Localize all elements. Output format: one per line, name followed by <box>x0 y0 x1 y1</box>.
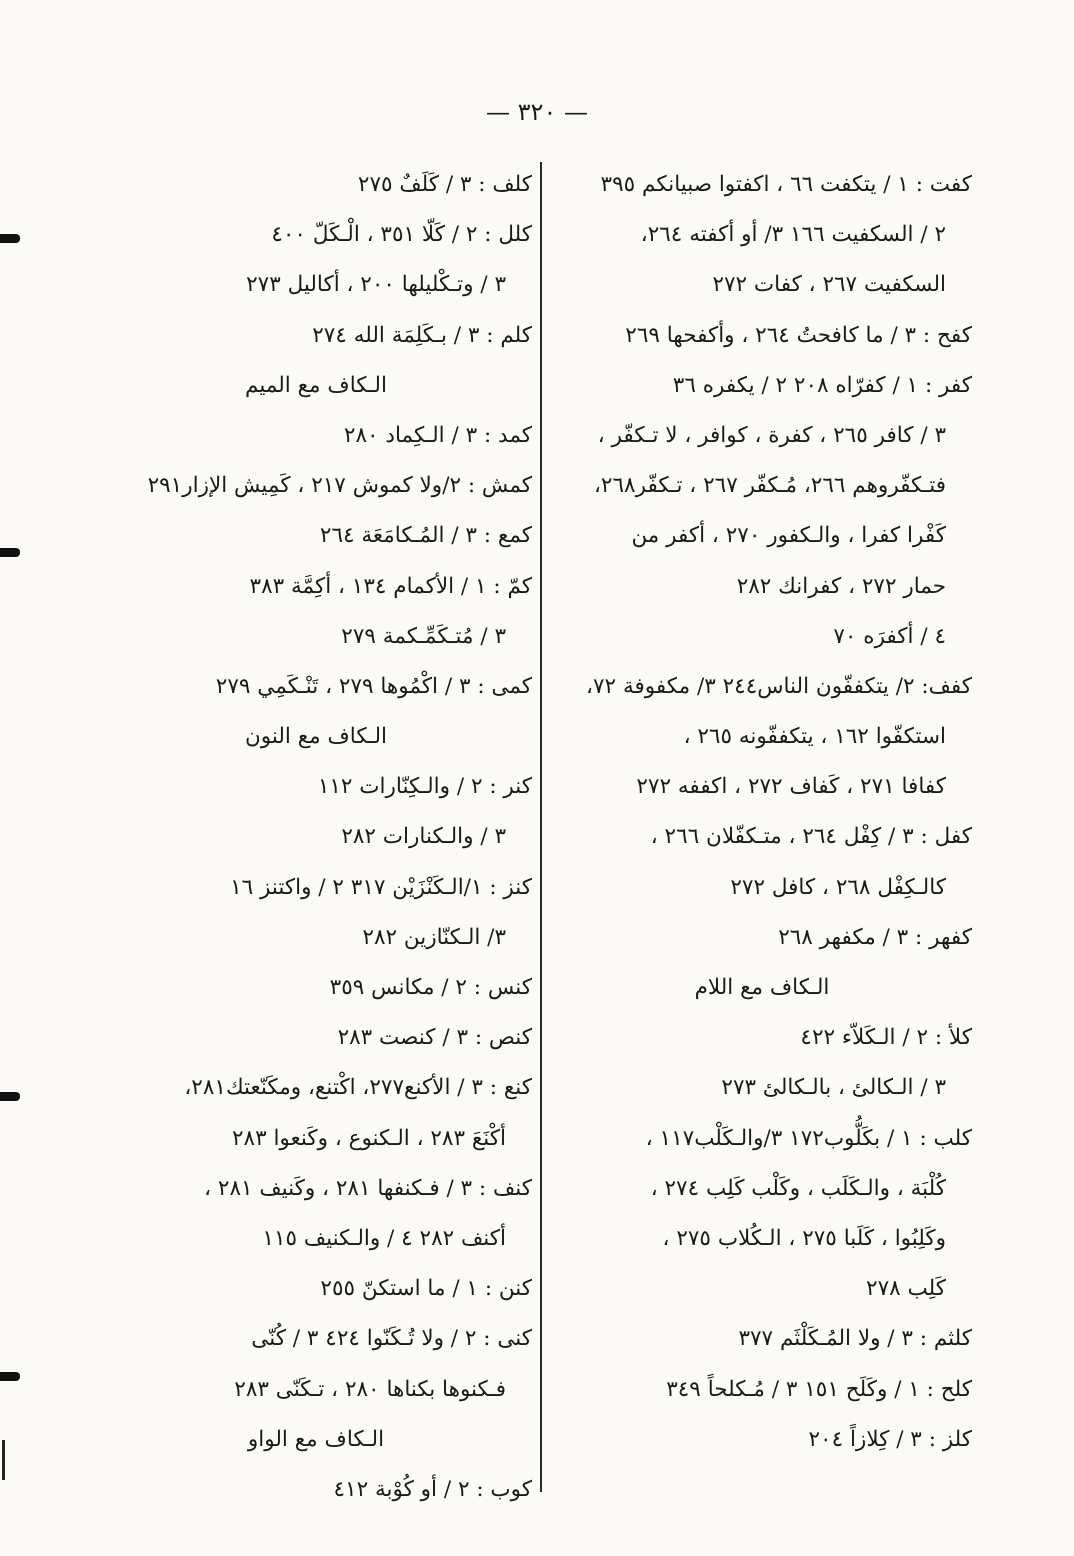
index-entry: كلم : ٣ / بـكَلِمَة الله ٢٧٤ <box>312 322 532 348</box>
index-entry: كُلْبَة ، والـكَلَب ، وكَلْب كَلِب ٢٧٤ ، <box>650 1175 946 1201</box>
index-entry: كلف : ٣ / كَلَفٌ ٢٧٥ <box>357 172 532 197</box>
section-heading: الـكاف مع النون <box>244 724 388 750</box>
index-entry: كفافا ٢٧١ ، كَفاف ٢٧٢ ، اكففه ٢٧٢ <box>636 774 946 800</box>
index-entry: كَفْرا كفرا ، والـكفور ٢٧٠ ، أكفر من <box>631 523 946 549</box>
index-entry: كنص : ٣ / كنصت ٢٨٣ <box>337 1025 532 1051</box>
section-heading: الـكاف مع الميم <box>245 372 387 398</box>
index-entry: حمار ٢٧٢ ، كفرانك ٢٨٢ <box>736 573 946 599</box>
index-entry: فتـكفّروهم ٢٦٦، مُـكفّر ٢٦٧ ، تـكفّر٢٦٨، <box>593 473 946 499</box>
index-entry: كلأ : ٢ / الـكَلاّء ٤٢٢ <box>800 1025 972 1051</box>
index-entry: كلب : ١ / بكَلُّوب١٧٢ ٣/والـكَلْب١١٧ ، <box>645 1125 972 1151</box>
index-entry: كنر : ٢ / والـكِنّارات ١١٢ <box>317 774 532 800</box>
index-entry: كالـكِفْل ٢٦٨ ، كافل ٢٧٢ <box>730 874 946 900</box>
scan-edge-mark <box>0 1092 20 1101</box>
index-entry: كنف : ٣ / فـكنفها ٢٨١ ، وكَنيف ٢٨١ ، <box>204 1175 532 1201</box>
index-entry: كَلِب ٢٧٨ <box>866 1276 946 1302</box>
index-entry: ٣/ الـكنّازين ٢٨٢ <box>362 924 506 950</box>
index-entry: ٣ / مُتـكَمِّـكمة ٢٧٩ <box>341 623 506 649</box>
index-entry: كنن : ١ / ما استكنّ ٢٥٥ <box>320 1276 532 1302</box>
index-entry: كمع : ٣ / المُـكامَعَة ٢٦٤ <box>319 523 532 549</box>
index-entry: كمى : ٣ / اكْمُوها ٢٧٩ ، تَنْـكَمِي ٢٧٩ <box>215 673 532 699</box>
index-entry: كنع : ٣ / الأكنع٢٧٧، اكْتنع، ومكَنّعتك٢٨١، <box>184 1075 532 1101</box>
index-entry: فـكنوها بكناها ٢٨٠ ، تـكَنّى ٢٨٣ <box>234 1376 506 1402</box>
index-entry: أكنف ٢٨٢ ٤ / والـكنيف ١١٥ <box>262 1225 506 1251</box>
index-entry: كنس : ٢ / مكانس ٣٥٩ <box>329 975 532 1000</box>
index-entry: أكْنَعَ ٢٨٣ ، الـكنوع ، وكَنعوا ٢٨٣ <box>231 1125 506 1151</box>
index-entry: وكَلِبُوا ، كَلَبا ٢٧٥ ، الـكُلاب ٢٧٥ ، <box>662 1225 946 1251</box>
index-entry: كفل : ٣ / كِفْل ٢٦٤ ، متـكفّلان ٢٦٦ ، <box>650 824 972 850</box>
index-entry: كلز : ٣ / كِلازاً ٢٠٤ <box>808 1426 972 1452</box>
scan-edge-mark <box>2 1440 5 1480</box>
index-entry: كلثم : ٣ / ولا المُـكَلْثَم ٣٧٧ <box>738 1326 972 1352</box>
index-entry: ٣ / الـكالئ ، بالـكالئ ٢٧٣ <box>721 1075 946 1101</box>
index-entry: ٢ / السكفيت ١٦٦ ٣/ أو أكفته ٢٦٤، <box>640 222 946 248</box>
index-entry: ٣ / والـكنارات ٢٨٢ <box>341 824 506 850</box>
index-entry: كنى : ٢ / ولا تُـكَنّوا ٤٢٤ ٣ / كُنّى <box>251 1326 532 1352</box>
index-entry: ٣ / وتـكْليلها ٢٠٠ ، أكاليل ٢٧٣ <box>246 272 506 298</box>
index-entry: كمّ : ١ / الأكمام ١٣٤ ، أكِمَّة ٣٨٣ <box>249 573 532 599</box>
index-entry: كمش : ٢/ولا كموش ٢١٧ ، كَمِيش الإزار٢٩١ <box>147 473 532 499</box>
index-entry: كلح : ١ / وكَلَح ١٥١ ٣ / مُـكلحاً ٣٤٩ <box>666 1376 972 1402</box>
index-entry: كفهر : ٣ / مكفهر ٢٦٨ <box>778 924 972 950</box>
scan-edge-mark <box>0 1372 20 1381</box>
index-entry: كفف: ٢/ يتكففّون الناس٢٤٤ ٣/ مكفوفة ٧٢، <box>586 673 972 699</box>
index-entry: السكفيت ٢٦٧ ، كفات ٢٧٢ <box>712 272 946 298</box>
index-entry: كوب : ٢ / أو كُوْبة ٤١٢ <box>333 1476 532 1502</box>
index-entry: كفر : ١ / كفرّاه ٢٠٨ ٢ / يكفره ٣٦ <box>672 372 972 398</box>
scan-edge-mark <box>0 548 20 557</box>
section-heading: الـكاف مع اللام <box>694 975 830 1000</box>
index-entry: كلل : ٢ / كَلّا ٣٥١ ، الْـكَلّ ٤٠٠ <box>271 222 532 248</box>
index-entry: كفح : ٣ / ما كافحتُ ٢٦٤ ، وأكفحها ٢٦٩ <box>625 322 972 348</box>
index-column-left <box>100 160 532 1515</box>
section-heading: الـكاف مع الواو <box>247 1426 385 1452</box>
column-divider <box>540 162 542 1492</box>
index-entry: ٣ / كافر ٢٦٥ ، كفرة ، كوافر ، لا تـكفّر ، <box>597 422 946 448</box>
index-entry: كمد : ٣ / الـكِماد ٢٨٠ <box>343 422 532 448</box>
index-entry: ٤ / أكفرَه ٧٠ <box>833 623 946 649</box>
index-entry: كنز : ١/الـكَنْزَيْن ٣١٧ ٢ / واكتنز ١٦ <box>230 874 532 900</box>
scan-edge-mark <box>0 234 20 243</box>
page-number: — ٣٢٠ — <box>486 98 588 126</box>
index-entry: استكفّوا ١٦٢ ، يتكففّونه ٢٦٥ ، <box>683 724 946 750</box>
index-column-right <box>552 160 972 1465</box>
index-entry: كفت : ١ / يتكفت ٦٦ ، اكفتوا صبيانكم ٣٩٥ <box>600 172 972 197</box>
